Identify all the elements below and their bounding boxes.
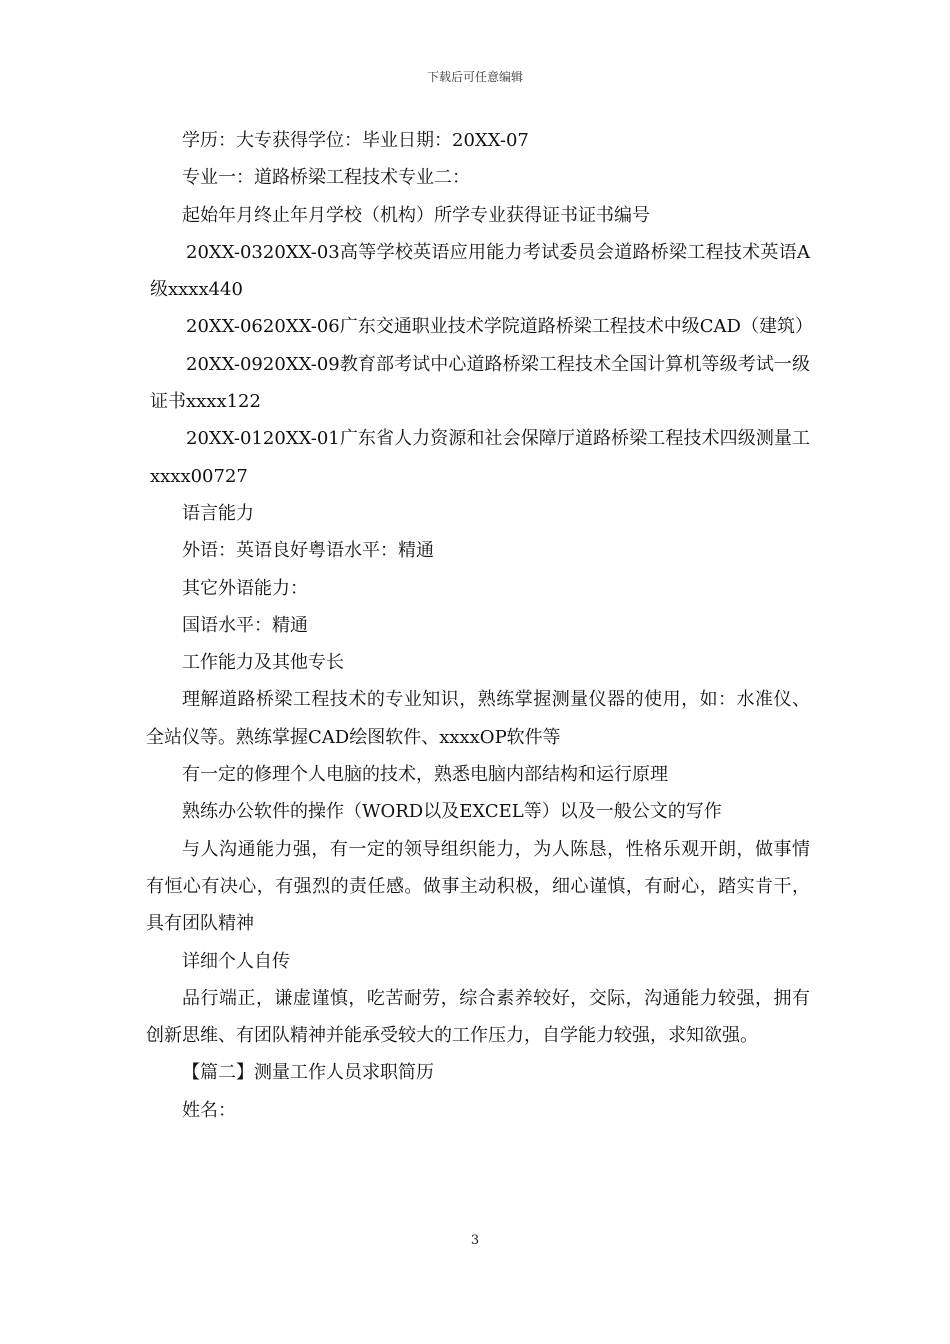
paragraph-skill-communication: 与人沟通能力强，有一定的领导组织能力，为人陈恳，性格乐观开朗，做事情有恒心有决心，有强烈的责任感。做事主动积极，细心谨慎，有耐心，踏实肯干，具有团队精神 — [146, 838, 810, 935]
paragraph-major: 专业一：道路桥梁工程技术专业二： — [182, 167, 470, 189]
section-heading-skills: 工作能力及其他专长 — [182, 652, 344, 674]
section-heading-autobiography: 详细个人自传 — [182, 950, 290, 972]
page-number: 3 — [470, 1233, 480, 1248]
page-header: 下载后可任意编辑 — [426, 70, 523, 84]
paragraph-autobiography: 品行端正，谦虚谨慎，吃苦耐劳，综合素养较好，交际，沟通能力较强，拥有创新思维、有团队精神并能承受较大的工作压力，自学能力较强，求知欲强。 — [146, 987, 810, 1047]
paragraph-certificate-cad: 20XX-0620XX-06广东交通职业技术学院道路桥梁工程技术中级CAD（建筑） — [186, 316, 813, 338]
paragraph-certificate-english: 20XX-0320XX-03高等学校英语应用能力考试委员会道路桥梁工程技术英语A级xxxx440 — [150, 241, 810, 301]
paragraph-skill-office: 熟练办公软件的操作（WORD以及EXCEL等）以及一般公文的写作 — [182, 801, 722, 823]
paragraph-skill-computer-repair: 有一定的修理个人电脑的技术，熟悉电脑内部结构和运行原理 — [182, 764, 668, 786]
paragraph-certificate-header: 起始年月终止年月学校（机构）所学专业获得证书证书编号 — [182, 204, 650, 226]
paragraph-certificate-computer: 20XX-0920XX-09教育部考试中心道路桥梁工程技术全国计算机等级考试一级证书xxxx122 — [150, 353, 810, 413]
paragraph-certificate-surveyor: 20XX-0120XX-01广东省人力资源和社会保障厅道路桥梁工程技术四级测量工xxxx00727 — [150, 428, 810, 487]
paragraph-foreign-language: 外语：英语良好粤语水平：精通 — [182, 540, 434, 562]
document-body — [146, 122, 813, 1129]
paragraph-skill-surveying: 理解道路桥梁工程技术的专业知识，熟练掌握测量仪器的使用，如：水准仪、全站仪等。熟练掌握CAD绘图软件、xxxxOP软件等 — [146, 689, 810, 748]
paragraph-education: 学历：大专获得学位：毕业日期：20XX-07 — [182, 130, 529, 151]
paragraph-mandarin: 国语水平：精通 — [182, 614, 308, 636]
paragraph-other-language: 其它外语能力： — [182, 577, 308, 599]
paragraph-name: 姓名： — [182, 1099, 236, 1121]
section-heading-language: 语言能力 — [182, 502, 254, 524]
section-heading-part-two: 【篇二】测量工作人员求职简历 — [182, 1062, 434, 1084]
